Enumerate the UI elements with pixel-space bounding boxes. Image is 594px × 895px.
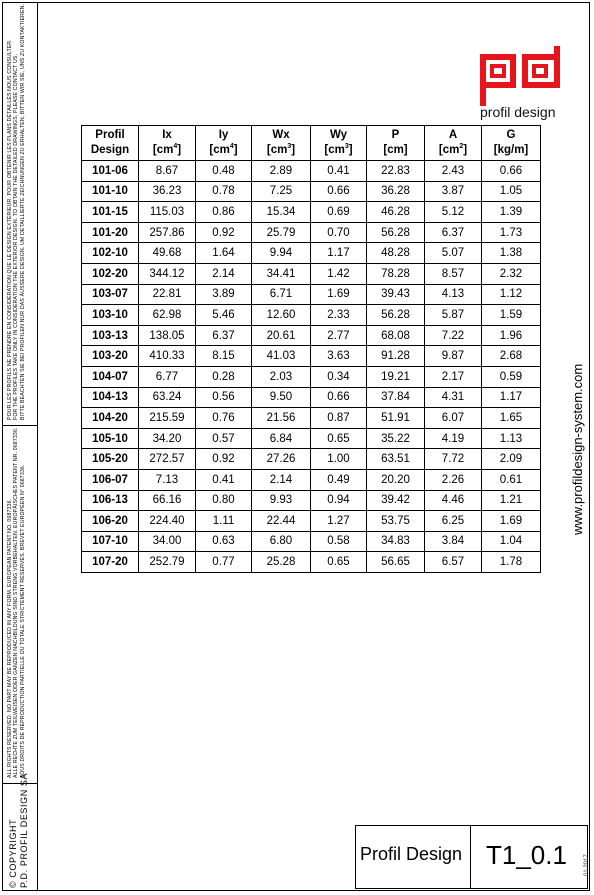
value-cell: 215.59	[139, 408, 196, 429]
value-cell: 1.21	[482, 490, 541, 511]
value-cell: 0.49	[311, 469, 367, 490]
value-cell: 4.19	[425, 428, 482, 449]
value-cell: 344.12	[139, 263, 196, 284]
table-row	[82, 243, 541, 264]
value-cell: 2.77	[311, 325, 367, 346]
profil-design-logo	[480, 46, 560, 106]
value-cell: 63.51	[367, 449, 425, 470]
table-row	[82, 552, 541, 573]
table-body	[82, 161, 541, 573]
value-cell: 7.13	[139, 469, 196, 490]
profile-id-cell: 106-07	[82, 469, 139, 490]
col-header-wx: Wx $[cm^3]$	[252, 126, 311, 161]
value-cell: 6.25	[425, 511, 482, 532]
value-cell: 4.46	[425, 490, 482, 511]
col-header-wy: Wy $[cm^3]$	[311, 126, 367, 161]
value-cell: 1.12	[482, 284, 541, 305]
value-cell: 2.26	[425, 469, 482, 490]
profile-id-cell: 102-20	[82, 263, 139, 284]
value-cell: 91.28	[367, 346, 425, 367]
value-cell: 62.98	[139, 305, 196, 326]
table-row	[82, 222, 541, 243]
profile-properties-table	[81, 125, 541, 573]
value-cell: 9.87	[425, 346, 482, 367]
value-cell: 7.25	[252, 181, 311, 202]
table-row	[82, 387, 541, 408]
value-cell: 115.03	[139, 202, 196, 223]
value-cell: 22.44	[252, 511, 311, 532]
value-cell: 2.89	[252, 161, 311, 182]
value-cell: 2.17	[425, 366, 482, 387]
profile-id-cell: 104-13	[82, 387, 139, 408]
value-cell: 1.73	[482, 222, 541, 243]
value-cell: 1.17	[482, 387, 541, 408]
value-cell: 0.56	[196, 387, 252, 408]
value-cell: 0.65	[311, 552, 367, 573]
value-cell: 48.28	[367, 243, 425, 264]
table-row	[82, 263, 541, 284]
value-cell: 34.41	[252, 263, 311, 284]
value-cell: 2.43	[425, 161, 482, 182]
value-cell: 19.21	[367, 366, 425, 387]
value-cell: 1.13	[482, 428, 541, 449]
rights-notice-line: ALLE RECHTE ZUM TEILWEISEN ODER GANZEN NACHBILDUNG SIND STRENG VORBEHALTEN. EUROPÄISCHES PATENT NR. 0687336.	[13, 427, 20, 778]
value-cell: 53.75	[367, 511, 425, 532]
value-cell: 68.08	[367, 325, 425, 346]
profile-id-cell: 101-15	[82, 202, 139, 223]
value-cell: 0.61	[482, 469, 541, 490]
profile-id-cell: 102-10	[82, 243, 139, 264]
value-cell: 2.14	[196, 263, 252, 284]
value-cell: 6.07	[425, 408, 482, 429]
value-cell: 25.79	[252, 222, 311, 243]
value-cell: 0.87	[311, 408, 367, 429]
profile-id-cell: 106-13	[82, 490, 139, 511]
value-cell: 41.03	[252, 346, 311, 367]
value-cell: 46.28	[367, 202, 425, 223]
value-cell: 0.76	[196, 408, 252, 429]
value-cell: 0.48	[196, 161, 252, 182]
value-cell: 2.32	[482, 263, 541, 284]
profile-id-cell: 101-20	[82, 222, 139, 243]
table-row	[82, 181, 541, 202]
value-cell: 224.40	[139, 511, 196, 532]
design-notice-line: FOR THE PROFILES TAKE ONLY IN CONSIDERATION THE EXTERIOR DESIGN. TO OBTAIN THE DETAILED DRAWINGS, PLEASE CONTACT US.	[13, 53, 20, 420]
value-cell: 66.16	[139, 490, 196, 511]
value-cell: 6.37	[196, 325, 252, 346]
col-header-iy: Iy $[cm^4]$	[196, 126, 252, 161]
table-row	[82, 469, 541, 490]
value-cell: 35.22	[367, 428, 425, 449]
value-cell: 0.57	[196, 428, 252, 449]
value-cell: 1.38	[482, 243, 541, 264]
profile-id-cell: 101-06	[82, 161, 139, 182]
value-cell: 6.77	[139, 366, 196, 387]
value-cell: 4.13	[425, 284, 482, 305]
value-cell: 0.41	[196, 469, 252, 490]
copyright-notice	[8, 773, 30, 888]
value-cell: 0.66	[482, 161, 541, 182]
drawing-code: T1_0.1	[486, 840, 567, 870]
value-cell: 0.80	[196, 490, 252, 511]
rights-notice-line: TOUS DROITS DE REPRODUCTION PARTIELLE OU TOTALE STRICTEMENT RÉSERVÉS. BREVET EUROPÉEN N° 0687336.	[19, 464, 26, 778]
value-cell: 6.71	[252, 284, 311, 305]
value-cell: 1.42	[311, 263, 367, 284]
table-row	[82, 161, 541, 182]
value-cell: 34.20	[139, 428, 196, 449]
table-row	[82, 284, 541, 305]
website-url[interactable]: www.profildesign-system.com	[570, 363, 585, 535]
value-cell: 22.83	[367, 161, 425, 182]
value-cell: 0.94	[311, 490, 367, 511]
value-cell: 1.69	[311, 284, 367, 305]
value-cell: 410.33	[139, 346, 196, 367]
value-cell: 0.77	[196, 552, 252, 573]
profile-id-cell: 103-13	[82, 325, 139, 346]
value-cell: 0.92	[196, 449, 252, 470]
value-cell: 9.50	[252, 387, 311, 408]
value-cell: 272.57	[139, 449, 196, 470]
value-cell: 6.80	[252, 531, 311, 552]
value-cell: 22.81	[139, 284, 196, 305]
value-cell: 1.39	[482, 202, 541, 223]
value-cell: 63.24	[139, 387, 196, 408]
value-cell: 15.34	[252, 202, 311, 223]
value-cell: 4.31	[425, 387, 482, 408]
value-cell: 34.00	[139, 531, 196, 552]
value-cell: 1.69	[482, 511, 541, 532]
value-cell: 2.09	[482, 449, 541, 470]
design-notice-line: BITTE BEACHTEN SIE BEI PROFILEN NUR DAS ÄUSSERE DESIGN. UM DETAILLIERTE ZEICHNUNGEN ZU ERHALTEN, BITTEN WIR SIE, UNS ZU KONTAKTIEREN.	[19, 3, 26, 420]
profile-id-cell: 106-20	[82, 511, 139, 532]
value-cell: 25.28	[252, 552, 311, 573]
profile-id-cell: 105-20	[82, 449, 139, 470]
value-cell: 56.28	[367, 222, 425, 243]
value-cell: 257.86	[139, 222, 196, 243]
revision-date: 01.2017	[584, 854, 590, 876]
value-cell: 36.28	[367, 181, 425, 202]
design-notice-line: POUR LES PROFILS NE PRENDRE EN CONSIDÉRATION QUE LE DESIGN EXTÉRIEUR. POUR OBTENIR LES PLANS DÉTAILLÉS NOUS CONSULTER.	[7, 39, 13, 420]
title-block-name: Profil Design	[360, 844, 463, 864]
table-row	[82, 325, 541, 346]
value-cell: 49.68	[139, 243, 196, 264]
value-cell: 78.28	[367, 263, 425, 284]
value-cell: 1.17	[311, 243, 367, 264]
value-cell: 34.83	[367, 531, 425, 552]
value-cell: 3.87	[425, 181, 482, 202]
value-cell: 1.65	[482, 408, 541, 429]
value-cell: 51.91	[367, 408, 425, 429]
table-row	[82, 408, 541, 429]
value-cell: 0.70	[311, 222, 367, 243]
value-cell: 1.96	[482, 325, 541, 346]
value-cell: 5.07	[425, 243, 482, 264]
value-cell: 2.14	[252, 469, 311, 490]
value-cell: 1.05	[482, 181, 541, 202]
value-cell: 2.68	[482, 346, 541, 367]
value-cell: 20.20	[367, 469, 425, 490]
value-cell: 8.15	[196, 346, 252, 367]
value-cell: 0.65	[311, 428, 367, 449]
table-row	[82, 490, 541, 511]
value-cell: 252.79	[139, 552, 196, 573]
profile-id-cell: 101-10	[82, 181, 139, 202]
table-row	[82, 202, 541, 223]
value-cell: 1.59	[482, 305, 541, 326]
value-cell: 5.87	[425, 305, 482, 326]
col-header-g: G [kg/m]	[482, 126, 541, 161]
value-cell: 0.86	[196, 202, 252, 223]
value-cell: 1.04	[482, 531, 541, 552]
table-row	[82, 366, 541, 387]
value-cell: 56.28	[367, 305, 425, 326]
table-row	[82, 346, 541, 367]
copyright-line: © COPYRIGHT	[8, 818, 18, 888]
value-cell: 37.84	[367, 387, 425, 408]
copyright-company: P.D. PROFIL DESIGN SA	[19, 772, 29, 888]
col-header-p: P [cm]	[367, 126, 425, 161]
value-cell: 138.05	[139, 325, 196, 346]
rights-notice	[7, 427, 26, 778]
value-cell: 1.11	[196, 511, 252, 532]
profile-id-cell: 103-20	[82, 346, 139, 367]
logo-mark	[480, 46, 560, 106]
profile-id-cell: 107-20	[82, 552, 139, 573]
value-cell: 5.12	[425, 202, 482, 223]
brand-name: profil design	[480, 104, 556, 120]
value-cell: 8.57	[425, 263, 482, 284]
value-cell: 1.27	[311, 511, 367, 532]
value-cell: 9.94	[252, 243, 311, 264]
value-cell: 20.61	[252, 325, 311, 346]
col-header-ix: Ix $[cm^4]$	[139, 126, 196, 161]
value-cell: 1.00	[311, 449, 367, 470]
table-row	[82, 449, 541, 470]
value-cell: 0.92	[196, 222, 252, 243]
rights-notice-line: ALL RIGHTS RESERVED. NO PART MAY BE REPRODUCED IN ANY FORM. EUROPEAN PATENT NO. 0687336.	[7, 498, 13, 778]
value-cell: 7.72	[425, 449, 482, 470]
value-cell: 5.46	[196, 305, 252, 326]
value-cell: 0.34	[311, 366, 367, 387]
value-cell: 3.63	[311, 346, 367, 367]
value-cell: 9.93	[252, 490, 311, 511]
profile-id-cell: 105-10	[82, 428, 139, 449]
value-cell: 0.28	[196, 366, 252, 387]
value-cell: 2.33	[311, 305, 367, 326]
value-cell: 36.23	[139, 181, 196, 202]
profile-id-cell: 103-07	[82, 284, 139, 305]
value-cell: 0.66	[311, 181, 367, 202]
value-cell: 0.58	[311, 531, 367, 552]
value-cell: 6.37	[425, 222, 482, 243]
value-cell: 0.63	[196, 531, 252, 552]
value-cell: 12.60	[252, 305, 311, 326]
title-block	[355, 825, 588, 889]
value-cell: 1.64	[196, 243, 252, 264]
value-cell: 3.89	[196, 284, 252, 305]
value-cell: 6.84	[252, 428, 311, 449]
value-cell: 39.42	[367, 490, 425, 511]
value-cell: 21.56	[252, 408, 311, 429]
value-cell: 56.65	[367, 552, 425, 573]
value-cell: 27.26	[252, 449, 311, 470]
table-header-row	[82, 126, 541, 161]
value-cell: 6.57	[425, 552, 482, 573]
value-cell: 0.66	[311, 387, 367, 408]
title-block-divider	[470, 826, 471, 888]
value-cell: 39.43	[367, 284, 425, 305]
strip-divider	[2, 425, 38, 426]
table-row	[82, 511, 541, 532]
profile-id-cell: 104-20	[82, 408, 139, 429]
value-cell: 1.78	[482, 552, 541, 573]
value-cell: 0.41	[311, 161, 367, 182]
value-cell: 2.03	[252, 366, 311, 387]
value-cell: 0.59	[482, 366, 541, 387]
value-cell: 7.22	[425, 325, 482, 346]
value-cell: 3.84	[425, 531, 482, 552]
profile-id-cell: 104-07	[82, 366, 139, 387]
table-row	[82, 531, 541, 552]
value-cell: 0.69	[311, 202, 367, 223]
profile-id-cell: 107-10	[82, 531, 139, 552]
value-cell: 8.67	[139, 161, 196, 182]
table-row	[82, 428, 541, 449]
table-row	[82, 305, 541, 326]
col-header-a: A $[cm^2]$	[425, 126, 482, 161]
value-cell: 0.78	[196, 181, 252, 202]
design-notice	[7, 4, 26, 420]
col-header-profil: Profil Design	[82, 126, 139, 161]
profile-id-cell: 103-10	[82, 305, 139, 326]
